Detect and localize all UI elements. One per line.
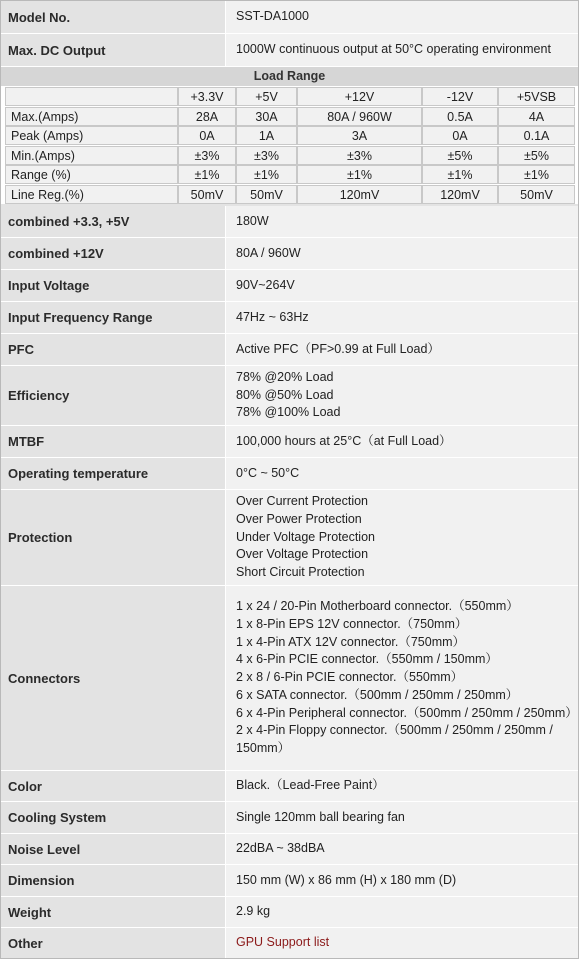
spec-row-input-frequency <box>1 302 578 334</box>
load-range-cell: 28A <box>178 107 236 126</box>
color-value: Black.（Lead-Free Paint） <box>236 778 385 793</box>
load-range-corner-cell <box>5 87 178 106</box>
load-range-cell: 3A <box>297 126 422 145</box>
spec-label: Other <box>8 935 43 951</box>
spec-label: Cooling System <box>8 810 107 825</box>
load-range-cell: 120mV <box>422 185 498 204</box>
spec-label: Input Voltage <box>8 278 90 293</box>
load-range-cell: ±1% <box>422 165 498 184</box>
spec-value <box>225 270 578 301</box>
spec-row-input-voltage <box>1 270 578 302</box>
load-range-column-header: +12V <box>297 87 422 106</box>
spec-label: Dimension <box>8 873 75 888</box>
spec-value <box>225 366 578 425</box>
load-range-row-label: Max.(Amps) <box>5 107 178 126</box>
load-range-cell: 50mV <box>236 185 297 204</box>
load-range-cell: 50mV <box>498 185 575 204</box>
spec-value <box>225 928 578 958</box>
load-range-cell: ±1% <box>297 165 422 184</box>
load-range-row-label: Range (%) <box>5 165 178 184</box>
protection-line: Over Power Protection <box>236 511 362 526</box>
spec-label: combined +12V <box>8 246 104 261</box>
spec-row-connectors <box>1 586 578 771</box>
load-range-cell: 0A <box>422 126 498 145</box>
spec-value <box>225 458 578 489</box>
spec-label: Efficiency <box>8 388 70 403</box>
load-range-table <box>1 67 578 204</box>
load-range-cell: 30A <box>236 107 297 126</box>
load-range-cell: ±5% <box>498 146 575 165</box>
efficiency-line: 78% @100% Load <box>236 405 341 420</box>
spec-row-combined-33-5 <box>1 206 578 238</box>
spec-value <box>225 586 578 770</box>
load-range-cell: 1A <box>236 126 297 145</box>
spec-value <box>225 1 578 33</box>
spec-value <box>225 238 578 269</box>
model-number: SST-DA1000 <box>236 9 309 24</box>
spec-row-efficiency <box>1 366 578 426</box>
weight-value: 2.9 kg <box>236 904 271 919</box>
spec-row-noise-level <box>1 834 578 865</box>
spec-row-cooling-system <box>1 802 578 834</box>
load-range-row-label: Min.(Amps) <box>5 146 178 165</box>
spec-row-other <box>1 928 578 958</box>
spec-row-pfc <box>1 334 578 366</box>
gpu-support-list-link[interactable]: GPU Support list <box>236 935 330 950</box>
spec-label: Connectors <box>8 670 81 686</box>
load-range-cell: ±1% <box>236 165 297 184</box>
protection-line: Short Circuit Protection <box>236 565 365 580</box>
connector-line: 1 x 4-Pin ATX 12V connector.（750mm） <box>236 634 466 649</box>
load-range-row-label: Peak (Amps) <box>5 126 178 145</box>
load-range-cell: 0.1A <box>498 126 575 145</box>
load-range-row-label: Line Reg.(%) <box>5 185 178 204</box>
load-range-cell: 120mV <box>297 185 422 204</box>
spec-label: Model No. <box>8 9 71 25</box>
spec-row-dimension <box>1 865 578 897</box>
dimension-value: 150 mm (W) x 86 mm (H) x 180 mm (D) <box>236 872 457 887</box>
load-range-cell: ±3% <box>236 146 297 165</box>
load-range-cell: 0A <box>178 126 236 145</box>
spec-value <box>225 771 578 801</box>
spec-row-weight <box>1 897 578 928</box>
spec-label: Color <box>8 778 42 794</box>
load-range-column-header: +3.3V <box>178 87 236 106</box>
cooling-system-value: Single 120mm ball bearing fan <box>236 809 405 824</box>
input-frequency-value: 47Hz ~ 63Hz <box>236 309 309 324</box>
spec-label: Protection <box>8 530 73 545</box>
spec-value <box>225 865 578 896</box>
spec-value <box>225 34 578 66</box>
connector-line: 6 x SATA connector.（500mm / 250mm / 250mm） <box>236 687 519 702</box>
load-range-cell: 80A / 960W <box>297 107 422 126</box>
efficiency-line: 80% @50% Load <box>236 387 334 402</box>
connector-line: 2 x 4-Pin Floppy connector.（500mm / 250mm / 250mm / 150mm） <box>236 723 553 755</box>
connector-line: 6 x 4-Pin Peripheral connector.（500mm / 250mm / 250mm） <box>236 705 578 720</box>
load-range-column-header: -12V <box>422 87 498 106</box>
load-range-title: Load Range <box>1 67 578 87</box>
load-range-cell: ±3% <box>297 146 422 165</box>
spec-label: Input Frequency Range <box>8 310 153 325</box>
protection-line: Over Current Protection <box>236 494 368 509</box>
protection-line: Over Voltage Protection <box>236 547 369 562</box>
load-range-cell: 50mV <box>178 185 236 204</box>
connector-line: 1 x 8-Pin EPS 12V connector.（750mm） <box>236 617 468 632</box>
spec-row-protection <box>1 490 578 586</box>
spec-label: Noise Level <box>8 841 81 857</box>
load-range-cell: ±5% <box>422 146 498 165</box>
spec-row-operating-temperature <box>1 458 578 490</box>
combined-33-5-value: 180W <box>236 213 269 228</box>
connector-line: 1 x 24 / 20-Pin Motherboard connector.（550mm） <box>236 599 519 614</box>
spec-value <box>225 834 578 864</box>
spec-value <box>225 206 578 237</box>
mtbf-value: 100,000 hours at 25°C（at Full Load） <box>236 433 452 448</box>
spec-label: Operating temperature <box>8 466 149 481</box>
load-range-cell: ±3% <box>178 146 236 165</box>
spec-value <box>225 334 578 365</box>
spec-label: combined +3.3, +5V <box>8 214 130 229</box>
combined-12-value: 80A / 960W <box>236 245 301 260</box>
spec-row-mtbf <box>1 426 578 458</box>
spec-label: Weight <box>8 904 52 920</box>
spec-value <box>225 490 578 585</box>
spec-value <box>225 802 578 833</box>
dc-output-value: 1000W continuous output at 50°C operating environment <box>236 42 551 57</box>
spec-label: Max. DC Output <box>8 42 106 58</box>
spec-row-combined-12 <box>1 238 578 270</box>
load-range-cell: 4A <box>498 107 575 126</box>
spec-label: PFC <box>8 342 34 357</box>
load-range-column-header: +5V <box>236 87 297 106</box>
connector-line: 2 x 8 / 6-Pin PCIE connector.（550mm） <box>236 670 464 685</box>
load-range-cell: 0.5A <box>422 107 498 126</box>
load-range-column-header: +5VSB <box>498 87 575 106</box>
spec-row-dc-output <box>1 34 578 67</box>
spec-row-model <box>1 1 578 34</box>
noise-level-value: 22dBA ~ 38dBA <box>236 841 325 856</box>
spec-row-color <box>1 771 578 802</box>
load-range-cell: ±1% <box>498 165 575 184</box>
spec-label: MTBF <box>8 434 45 449</box>
pfc-value: Active PFC（PF>0.99 at Full Load） <box>236 341 440 356</box>
spec-value <box>225 897 578 927</box>
operating-temperature-value: 0°C ~ 50°C <box>236 465 300 480</box>
input-voltage-value: 90V~264V <box>236 277 295 292</box>
protection-line: Under Voltage Protection <box>236 529 375 544</box>
spec-value <box>225 302 578 333</box>
connector-line: 4 x 6-Pin PCIE connector.（550mm / 150mm） <box>236 652 498 667</box>
spec-value <box>225 426 578 457</box>
load-range-cell: ±1% <box>178 165 236 184</box>
efficiency-line: 78% @20% Load <box>236 369 334 384</box>
